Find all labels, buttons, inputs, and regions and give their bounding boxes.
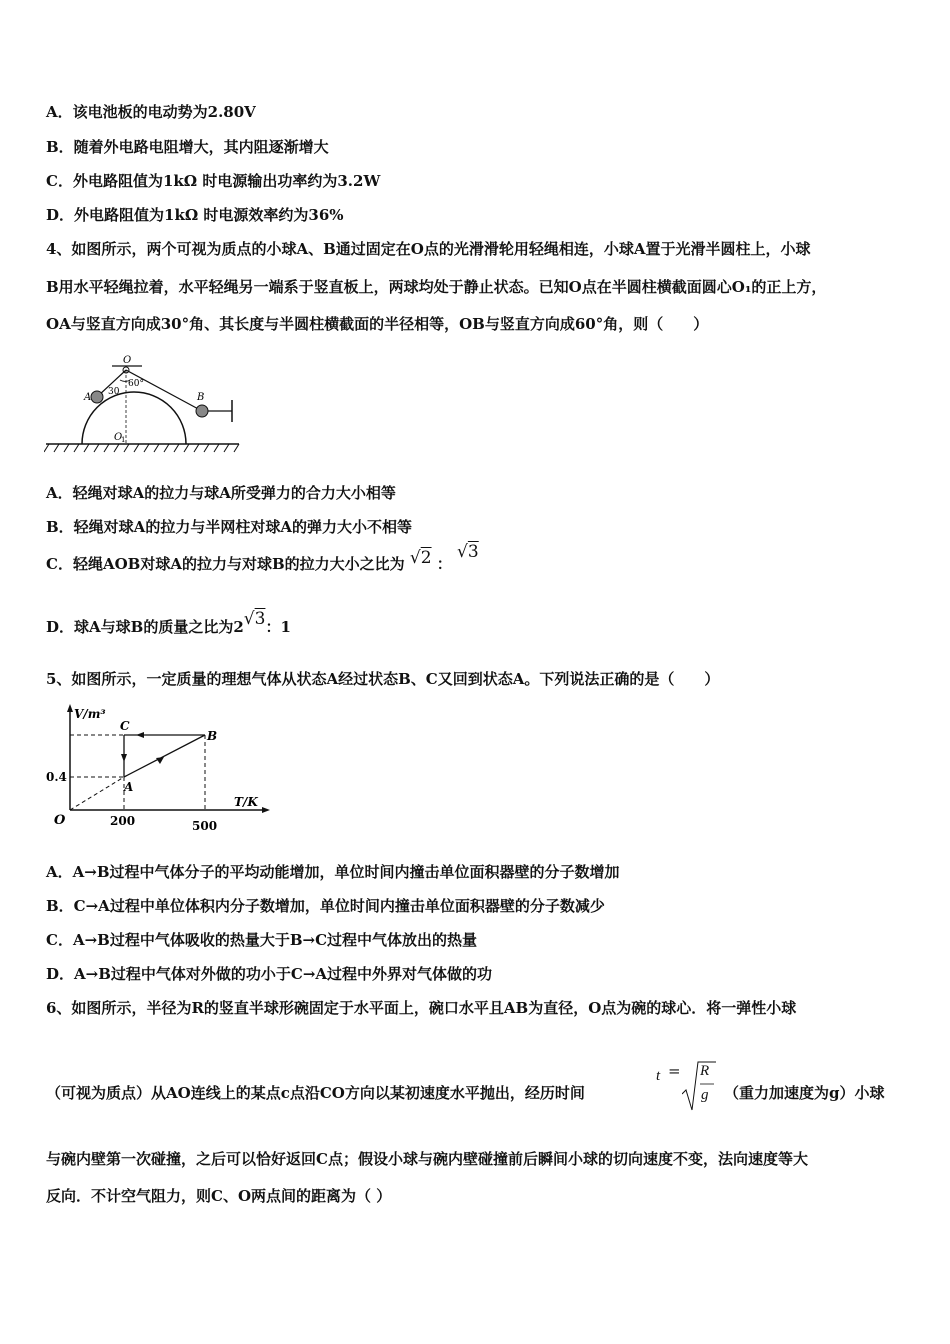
q5-option-b: B．C→A过程中单位体积内分子数增加，单位时间内撞击单位面积器壁的分子数减少 [46, 897, 605, 915]
q4-option-c-sqrt2: √3 [457, 542, 479, 562]
fig5-y-tick: 0.4 [46, 770, 67, 784]
q4-option-d-ratio: ：1 [265, 618, 291, 636]
fig4-label-b: B [197, 392, 205, 403]
fig4-label-a: A [84, 392, 92, 403]
fig4-angle30: 30 [108, 387, 120, 397]
q6-line2-pre: （可视为质点）从AO连线上的某点c点沿CO方向以某初速度水平抛出，经历时间 [46, 1084, 585, 1102]
q5-option-a: A．A→B过程中气体分子的平均动能增加，单位时间内撞击单位面积器壁的分子数增加 [46, 863, 620, 881]
fig5-point-a: A [124, 780, 134, 794]
q4-option-d [46, 609, 291, 637]
q4-figure [44, 350, 244, 460]
q4-option-d-sqrt: √3 [243, 609, 266, 629]
q6-formula-t: t [656, 1068, 661, 1084]
fig5-xlabel: T/K [234, 795, 258, 809]
fig5-x-tick-200: 200 [110, 814, 136, 828]
q4-stem-line2: B用水平轻绳拉着，水平轻绳另一端系于竖直板上，两球均处于静止状态。已知O点在半圆柱横截面圆心O₁的正上方， [46, 278, 827, 296]
q4-stem-line1: 4、如图所示，两个可视为质点的小球A、B通过固定在O点的光滑滑轮用轻绳相连，小球A置于光滑半圆柱上，小球 [46, 240, 811, 258]
q5-figure [44, 700, 274, 835]
q6-formula-radical [682, 1060, 716, 1114]
q3-option-a: A．该电池板的电动势为2.80V [46, 103, 256, 121]
q6-line2-post: （重力加速度为g）小球 [724, 1084, 885, 1102]
q4-option-c-sqrt1: √2 [409, 548, 432, 568]
q4-option-a: A．轻绳对球A的拉力与球A所受弹力的合力大小相等 [46, 484, 396, 502]
q6-stem-line1: 6、如图所示，半径为R的竖直半球形碗固定于水平面上，碗口水平且AB为直径，O点为碗的球心．将一弹性小球 [46, 999, 797, 1017]
q4-option-d-text: D．球A与球B的质量之比为2 [46, 618, 244, 636]
fig4-label-o1-sub: 1 [121, 436, 126, 444]
q3-option-b: B．随着外电路电阻增大，其内阻逐渐增大 [46, 138, 329, 156]
q4-option-c-text: C．轻绳AOB对球A的拉力与对球B的拉力大小之比为 [46, 555, 405, 573]
q6-formula-den: g [701, 1087, 709, 1103]
q6-stem-line4: 反向．不计空气阻力，则C、O两点间的距离为（ ） [46, 1187, 392, 1205]
fig5-ylabel: V/m³ [74, 707, 106, 721]
fig5-point-b: B [207, 729, 218, 743]
q4-stem-line3: OA与竖直方向成30°角、其长度与半圆柱横截面的半径相等，OB与竖直方向成60°角，则（ ） [46, 315, 709, 333]
q6-stem-line2 [46, 1082, 585, 1103]
q4-option-b: B．轻绳对球A的拉力与半网柱对球A的弹力大小不相等 [46, 518, 412, 536]
q3-option-d: D．外电路阻值为1kΩ 时电源效率约为36% [46, 206, 344, 224]
q6-stem-line3: 与碗内壁第一次碰撞，之后可以恰好返回C点；假设小球与碗内壁碰撞前后瞬间小球的切向速度不变，法向速度等大 [46, 1150, 808, 1168]
fig4-label-o: O [123, 355, 132, 366]
q5-option-c: C．A→B过程中气体吸收的热量大于B→C过程中气体放出的热量 [46, 931, 478, 949]
q5-stem: 5、如图所示，一定质量的理想气体从状态A经过状态B、C又回到状态A。下列说法正确的是（ ） [46, 670, 720, 688]
q6-formula-num: R [700, 1063, 710, 1079]
q6-formula [656, 1058, 722, 1114]
q4-option-c-sep: ： [436, 555, 452, 573]
fig4-angle60: 60° [128, 379, 144, 389]
q6-formula-eq: = [668, 1062, 681, 1080]
q5-option-d: D．A→B过程中气体对外做的功小于C→A过程中外界对气体做的功 [46, 965, 493, 983]
fig5-origin: O [54, 813, 66, 828]
q4-option-c [46, 542, 479, 574]
fig5-point-c: C [120, 719, 130, 733]
q3-option-c: C．外电路阻值为1kΩ 时电源输出功率约为3.2W [46, 172, 381, 190]
fig4-label-o1: O [114, 432, 123, 443]
fig5-x-tick-500: 500 [192, 819, 218, 833]
